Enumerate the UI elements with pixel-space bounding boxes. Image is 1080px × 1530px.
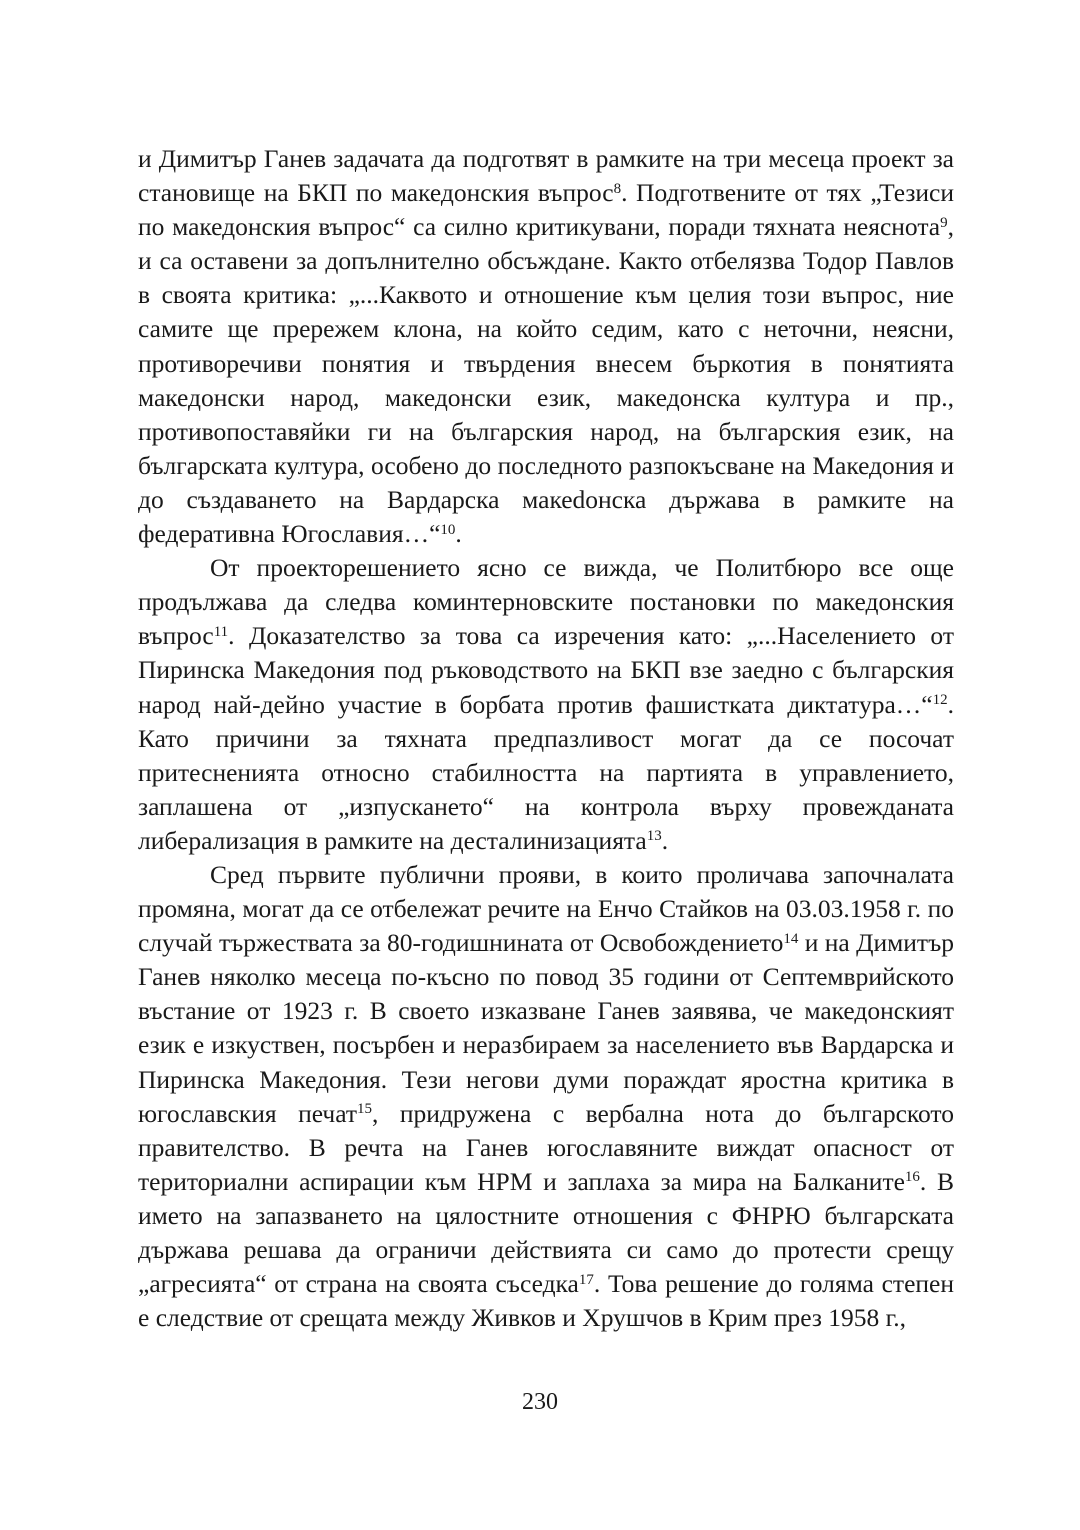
paragraph-1-text-1: и Димитър Ганев задачата да подготвят в рамките на три месеца проект за становище на БКП по македонския въпрос [138, 144, 954, 208]
paragraph-1-text-3: , и са оставени за допълнително обсъждане. Както отбелязва Тодор Павлов в своята критика: „...Каквото и отношение към целия този въпрос, ние самите ще прережем клона, на който седим, като с неточни, неясни, противоречиви понятия и твърдения внесем бъркотия в понятията македонски народ, македонски език, македонска култура и пр., противопоставяйки ги на българския народ, на българския език, на българската култура, особено до последното разпокъсване на Македония и до създаването на Вардарска макеdонска държава в рамките на федеративна Югославия…“ [138, 212, 954, 549]
paragraph-2-text-1: От проекторешението ясно се вижда, че Политбюро все още продължава да следва коминтерновските постановки по македонския въпрос [138, 553, 954, 651]
footnote-ref-9[interactable]: 9 [940, 214, 948, 231]
footnote-ref-11[interactable]: 11 [213, 623, 229, 640]
footnote-ref-8[interactable]: 8 [613, 180, 622, 197]
paragraph-1 [138, 142, 954, 551]
footnote-ref-13[interactable]: 13 [646, 828, 662, 845]
paragraph-2-text-2: . Доказателство за това са изречения като: „...Населението от Пиринска Македония под ръководството на БКП взе заедно с българския народ най-дейно участие в борбата против фашистката диктатура…“ [138, 621, 954, 719]
paragraph-1-text-4: . [455, 519, 462, 549]
footnote-ref-15[interactable]: 15 [357, 1101, 373, 1118]
paragraph-2-text-4: . [661, 825, 669, 855]
paragraph-3 [138, 858, 954, 1335]
paragraph-3-text-3: , придружена с вербална нота до българското правителство. В речта на Ганев югославяните виждат опасност от териториални аспирации към НРМ и заплаха за мира на Балканите [138, 1098, 954, 1196]
paragraph-2 [138, 551, 954, 858]
footnote-ref-17[interactable]: 17 [578, 1271, 594, 1288]
paragraph-3-text-2: и на Димитър Ганев няколко месеца по-късно по повод 35 години от Септемврийското въстание от 1923 г. В своето изказване Ганев заявява, че македонският език е изкуствен, посърбен и неразбираем за населението във Вардарска и Пиринска Македония. Тези негови думи пораждат яростна критика в югославския печат [138, 928, 955, 1128]
paragraph-2-text-3: . Като причини за тяхната предпазливост могат да се посочат притесненията относно стабилността на партията в управлението, заплашена от „изпускането“ на контрола върху провежданата либерализация в рамките на десталинизацията [138, 689, 954, 855]
paragraph-1-text-2: . Подготвените от тях „Тезиси по македонския въпрос“ са силно критикувани, поради тяхната неяснота [138, 178, 955, 242]
paragraph-3-text-5: . Това решение до голяма степен е следствие от срещата между Живков и Хрушчов в Крим през 1958 г., [138, 1269, 954, 1333]
footnote-ref-14[interactable]: 14 [783, 930, 799, 947]
paragraph-3-text-4: . В името на запазването на цялостните отношения с ФНРЮ българската държава решава да ограничи действията си само до протести срещу „агресията“ от страна на своята съседка [138, 1166, 955, 1299]
footnote-ref-12[interactable]: 12 [932, 692, 948, 708]
footnote-ref-10[interactable]: 10 [440, 521, 456, 538]
footnote-ref-16[interactable]: 16 [904, 1169, 920, 1186]
page-number: 230 [522, 1389, 558, 1415]
paragraph-3-text-1: Сред първите публични прояви, в които проличава започналата промяна, могат да се отбележат речите на Енчо Стайков на 03.03.1958 г. по случай тържествата за 80-годишнината от Освобождението [138, 859, 954, 958]
page-body [138, 142, 954, 1335]
